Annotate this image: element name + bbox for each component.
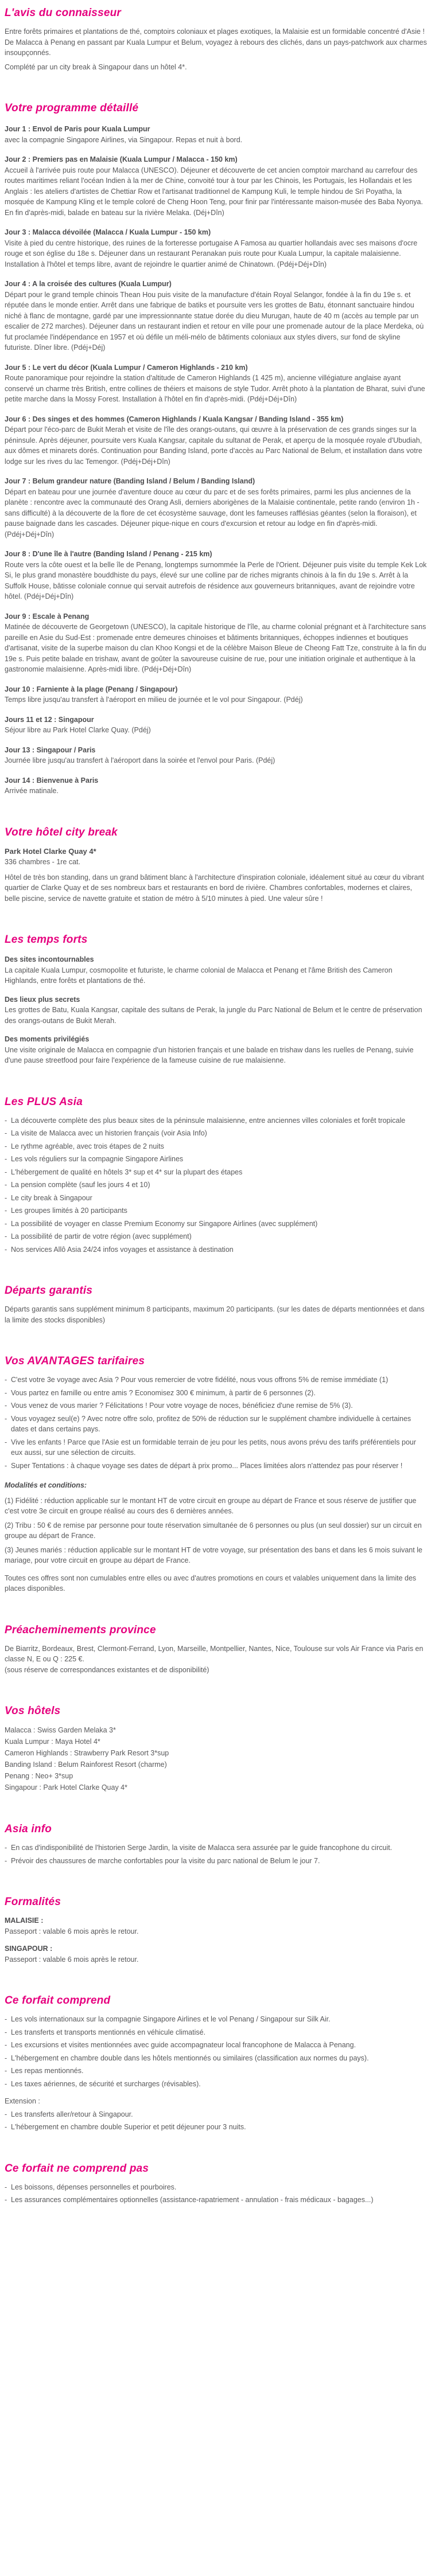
day-label: Jour 8 : D'une île à l'autre (Banding Island / Penang - 215 km) — [5, 550, 212, 558]
forfait-comprend-item: - Les excursions et visites mentionnées avec guide accompagnateur local francophone de Malacca à Penang. — [5, 2040, 428, 2051]
day-entry — [5, 414, 428, 467]
forfait-ne-comprend-pas-list — [5, 2182, 428, 2206]
day-label: Jour 4 : A la croisée des cultures (Kuala Lumpur) — [5, 280, 172, 288]
section-avis-connaisseur — [5, 7, 428, 72]
avantage-item: - Vous partez en famille ou entre amis ? Economisez 300 € minimum, à partir de 6 personnes (2). — [5, 1388, 428, 1399]
section-title-avantages: Vos AVANTAGES tarifaires — [5, 1355, 145, 1367]
formalite-requirement: Passeport : valable 6 mois après le retour. — [5, 1927, 139, 1935]
avantage-item: - Vive les enfants ! Parce que l'Asie est un formidable terrain de jeu pour les petits, nous avons prévu des tarifs préférentiels pour eux aussi, sur une sélection de circuits. — [5, 1437, 428, 1458]
formalites-entries — [5, 1915, 428, 1965]
temps-forts-blocks — [5, 954, 428, 1066]
day-label: Jour 5 : Le vert du décor (Kuala Lumpur / Cameron Highlands - 210 km) — [5, 363, 248, 372]
day-description: Route panoramique pour rejoindre la station d'altitude de Cameron Highlands (1 425 m), ancienne villégiature anglaise ayant conservé un charme très British, entre collines de théiers et maisons de style Tudor. Arrêt photo à la plantation de Bharat, suivi d'une petite marche dans la Mossy Forest. Installation à l'hôtel en fin d'après-midi. (Pdéj+Déj+Dîn) — [5, 374, 425, 403]
day-label: Jour 9 : Escale à Penang — [5, 612, 90, 620]
plus-asia-item: - Les groupes limités à 20 participants — [5, 1205, 428, 1216]
plus-asia-item: - La possibilité de partir de votre région (avec supplément) — [5, 1231, 428, 1242]
hotel-line: Kuala Lumpur : Maya Hotel 4* — [5, 1738, 100, 1746]
day-description: Départ en bateau pour une journée d'aventure douce au cœur du parc et de ses forêts primaires, parmi les plus anciennes de la planète : rencontre avec la communauté des Orang Asli, derniers aborigènes de la Malaisie continentale, petite rando (environ 1h - sans difficulté) à la découverte de la flore de cet écosystème sauvage, dont les fameuses rafflésias géantes (selon la floraison), et pause baignade dans les cascades. Déjeuner pique-nique en cours d'excursion et retour au lodge en fin d'après-midi. (Pdéj+Déj+Dîn) — [5, 487, 420, 538]
forfait-comprend-item: - Les vols internationaux sur la compagnie Singapore Airlines et le vol Penang / Singapour sur Silk Air. — [5, 2014, 428, 2025]
day-entry — [5, 227, 428, 270]
departs-garantis-text: Départs garantis sans supplément minimum 8 participants, maximum 20 participants. (sur les dates de départs mentionnées et dans la limite des stocks disponibles) — [5, 1305, 425, 1324]
extension-list — [5, 2109, 428, 2133]
day-description: Matinée de découverte de Georgetown (UNESCO), la capitale historique de l'île, au charme colonial prégnant et à l'architecture sans pareille en Asie du Sud-Est : promenade entre demeures chinoises et bâtiments britanniques, échoppes indiennes et boutiques d'artisanat, visite de la superbe maison du clan Khoo Kongsi et de la célèbre Maison Bleue de Cheong Fatt Tze, construite à la fin du 19e s. Puis petite balade en trishaw, avant de goûter la savoureuse cuisine de rue, pour une initiation originale et authentique à la gastronomie malaisienne. Après-midi libre. (Pdéj+Déj+Dîn) — [5, 623, 426, 673]
avantage-item: - Vous venez de vous marier ? Félicitations ! Pour votre voyage de noces, bénéficiez d'une remise de 5% (3). — [5, 1400, 428, 1411]
day-label: Jour 3 : Malacca dévoilée (Malacca / Kuala Lumpur - 150 km) — [5, 228, 211, 236]
day-label: Jour 7 : Belum grandeur nature (Banding Island / Belum / Banding Island) — [5, 477, 255, 485]
hotel-line: Cameron Highlands : Strawberry Park Resort 3*sup — [5, 1749, 169, 1757]
forfait-comprend-item: - Les taxes aériennes, de sécurité et surcharges (révisables). — [5, 2079, 428, 2090]
plus-asia-item: - Le city break à Singapour — [5, 1193, 428, 1204]
day-description: Arrivée matinale. — [5, 787, 59, 795]
hotel-subtitle: 336 chambres - 1re cat. — [5, 858, 81, 866]
day-label: Jour 14 : Bienvenue à Paris — [5, 776, 99, 784]
forfait-comprend-item: - L'hébergement en chambre double dans les hôtels mentionnés ou similaires (classification aux normes du pays). — [5, 2053, 428, 2064]
hotel-description: Hôtel de très bon standing, dans un grand bâtiment blanc à l'architecture d'inspiration coloniale, idéalement situé au cœur du vibrant quartier de Clarke Quay et de ses nombreux bars et restaurants en bord de rivière. Chambres confortables, modernes et claires, belle piscine, service de navette gratuite et station de métro à 5/10 minutes à pied. Une valeur sûre ! — [5, 873, 424, 903]
day-description: Journée libre jusqu'au transfert à l'aéroport dans la soirée et l'envol pour Paris. (Pdéj) — [5, 756, 275, 764]
section-title-programme: Votre programme détaillé — [5, 102, 139, 114]
day-entry — [5, 362, 428, 405]
formalite-country: SINGAPOUR : — [5, 1945, 53, 1953]
section-avantages-tarifaires — [5, 1355, 428, 1594]
day-description: Route vers la côte ouest et la belle île de Penang, longtemps surnommée la Perle de l'Orient. Déjeuner puis visite du temple Kek Lok Si, le plus grand monastère bouddhiste du pays, élevé sur une colline par de riches migrants chinois à la fin du 19e s. Arrêt à la Suffolk House, bâtisse coloniale connue qui servait autrefois de résidence aux gouverneurs britanniques, avant de rejoindre votre hôtel. (Pdéj+Déj+Dîn) — [5, 560, 427, 600]
section-title-asia-info: Asia info — [5, 1823, 52, 1835]
section-formalites — [5, 1896, 428, 1965]
avis-paragraph-2: Complété par un city break à Singapour dans un hôtel 4*. — [5, 63, 187, 71]
hotel-line: Penang : Neo+ 3*sup — [5, 1772, 73, 1780]
day-entry — [5, 715, 428, 736]
temps-forts-text: Une visite originale de Malacca en compagnie d'un historien français et une balade en trishaw dans les ruelles de Penang, suivie d'une pause streetfood pour faire l'expérience de la fameuse cuisine de rue malaisienne. — [5, 1045, 414, 1064]
section-hotel-city-break — [5, 826, 428, 904]
temps-forts-text: Les grottes de Batu, Kuala Kangsar, capitale des sultans de Perak, la jungle du Parc National de Belum et le centre de préservation des orangs-outans de Bukit Merah. — [5, 1006, 422, 1025]
section-title-avis: L'avis du connaisseur — [5, 7, 122, 19]
section-asia-info — [5, 1823, 428, 1866]
temps-forts-heading: Des lieux plus secrets — [5, 995, 80, 1004]
day-description: Visite à pied du centre historique, des ruines de la forteresse portugaise A Famosa au quartier hollandais avec ses maisons d'ocre rouge et son église du 18e s. Déjeuner dans un restaurant Peranakan puis route pour Kuala Lumpur, la capitale malaisienne. Installation à l'hôtel et temps libre, avant de rejoindre le quartier animé de Chinatown. (Pdéj+Déj+Dîn) — [5, 239, 418, 268]
day-description: Départ pour l'éco-parc de Bukit Merah et visite de l'île des orangs-outans, qui œuvre à la préservation de ces grands singes sur la péninsule. Après déjeuner, poursuite vers Kuala Kangsar, capitale du sultanat de Perak, et aperçu de la mosquée royale d'Ubudiah, aux dômes et minarets dorés. Continuation pour Banding Island, porte d'accès au Parc National de Belum, et installation dans votre lodge sur les rives du lac Temengor. (Pdéj+Déj+Dîn) — [5, 426, 422, 466]
forfait-ne-comprend-pas-item: - Les boissons, dépenses personnelles et pourboires. — [5, 2182, 428, 2193]
day-label: Jour 6 : Des singes et des hommes (Cameron Highlands / Kuala Kangsar / Banding Island - 355 km) — [5, 415, 344, 423]
temps-forts-text: La capitale Kuala Lumpur, cosmopolite et futuriste, le charme colonial de Malacca et Penang et l'âme British des Cameron Highlands, entre forêts et plantations de thé. — [5, 966, 393, 985]
forfait-comprend-item: - Les repas mentionnés. — [5, 2066, 428, 2077]
temps-forts-block — [5, 994, 428, 1027]
plus-asia-item: - La possibilité de voyager en classe Premium Economy sur Singapore Airlines (avec supplément) — [5, 1219, 428, 1230]
plus-asia-item: - L'hébergement de qualité en hôtels 3* sup et 4* sur la plupart des étapes — [5, 1167, 428, 1178]
plus-asia-list — [5, 1115, 428, 1255]
plus-asia-item: - Le rythme agréable, avec trois étapes de 2 nuits — [5, 1141, 428, 1152]
section-preacheminements — [5, 1624, 428, 1676]
section-title-formalites: Formalités — [5, 1896, 61, 1908]
asia-info-item: - En cas d'indisponibilité de l'historien Serge Jardin, la visite de Malacca sera assurée par le guide francophone du circuit. — [5, 1843, 428, 1853]
forfait-comprend-list — [5, 2014, 428, 2089]
avantage-item: - Vous voyagez seul(e) ? Avec notre offre solo, profitez de 50% de réduction sur le supplément chambre individuelle à certaines dates et dans certains pays. — [5, 1414, 428, 1435]
modalite-item: (3) Jeunes mariés : réduction applicable sur le montant HT de votre voyage, sur présentation des bans et dans les 6 mois suivant le mariage, pour votre circuit en groupe au départ de France. — [5, 1545, 422, 1564]
day-label: Jours 11 et 12 : Singapour — [5, 715, 94, 724]
plus-asia-item: - Les vols réguliers sur la compagnie Singapore Airlines — [5, 1154, 428, 1165]
hotel-line: Malacca : Swiss Garden Melaka 3* — [5, 1726, 116, 1734]
extension-item: - L'hébergement en chambre double Superior et petit déjeuner pour 3 nuits. — [5, 2122, 428, 2133]
plus-asia-item: - La visite de Malacca avec un historien français (voir Asia Info) — [5, 1128, 428, 1139]
preacheminements-note: (sous réserve de correspondances existantes et de disponibilité) — [5, 1665, 209, 1674]
section-title-forfait-comprend: Ce forfait comprend — [5, 1995, 111, 2007]
day-description: Accueil à l'arrivée puis route pour Malacca (UNESCO). Déjeuner et découverte de cet ancien comptoir marchand au carrefour des routes maritimes reliant l'océan Indien à la mer de Chine, convoité tour à tour par les Chinois, les Portugais, les Hollandais et les Anglais : les ateliers d'artistes de Chettiar Row et l'artisanat traditionnel de Kampung Kuli, le temple hindou de Sri Poyatha, la mosquée de Kampung Kling et le temple coloré de Cheng Hoon Teng, pour finir par l'intéressante maison-musée des Baba Nyonya. En fin d'après-midi, balade en bateau sur la rivière Melaka. (Déj+Dîn) — [5, 166, 423, 217]
temps-forts-heading: Des sites incontournables — [5, 955, 94, 963]
section-title-vos-hotels: Vos hôtels — [5, 1705, 61, 1717]
day-entry — [5, 279, 428, 353]
avantages-list — [5, 1375, 428, 1471]
hotel-line: Banding Island : Belum Rainforest Resort (charme) — [5, 1761, 167, 1769]
modalite-item: (1) Fidélité : réduction applicable sur le montant HT de votre circuit en groupe au départ de France et sous réserve de justifier que c'est votre 3e circuit en groupe réalisé au cours des 6 dernières années. — [5, 1496, 417, 1515]
day-description: Temps libre jusqu'au transfert à l'aéroport en milieu de journée et le vol pour Singapour. (Pdéj) — [5, 696, 303, 704]
day-description: Séjour libre au Park Hotel Clarke Quay. (Pdéj) — [5, 726, 151, 734]
extension-item: - Les transferts aller/retour à Singapour. — [5, 2109, 428, 2120]
hotel-line: Singapour : Park Hotel Clarke Quay 4* — [5, 1783, 127, 1792]
day-entry — [5, 745, 428, 766]
avis-paragraph: Entre forêts primaires et plantations de thé, comptoirs coloniaux et plages exotiques, la Malaisie est un formidable concentré d'Asie ! De Malacca à Penang en passant par Kuala Lumpur et Belum, voyagez à rebours des clichés, dans un pays-patchwork aux charmes insoupçonnés. — [5, 28, 427, 57]
modalites-title: Modalités et conditions: — [5, 1481, 87, 1489]
section-departs-garantis — [5, 1285, 428, 1325]
day-entry — [5, 124, 428, 145]
modalite-item: (2) Tribu : 50 € de remise par personne pour toute réservation simultanée de 6 personnes ou plus (un seul dossier) sur un circuit en groupe au départ de France. — [5, 1521, 422, 1540]
temps-forts-block — [5, 1034, 428, 1066]
section-title-temps-forts: Les temps forts — [5, 934, 88, 946]
hotels-list — [5, 1724, 428, 1793]
avantage-item: - C'est votre 3e voyage avec Asia ? Pour vous remercier de votre fidélité, nous vous offrons 5% de remise immédiate (1) — [5, 1375, 428, 1385]
day-entry — [5, 684, 428, 705]
section-title-departs-garantis: Départs garantis — [5, 1285, 93, 1297]
section-forfait-comprend — [5, 1995, 428, 2133]
section-temps-forts — [5, 934, 428, 1066]
day-entry — [5, 476, 428, 540]
formalite-requirement: Passeport : valable 6 mois après le retour. — [5, 1955, 139, 1964]
asia-info-item: - Prévoir des chaussures de marche confortables pour la visite du parc national de Belum le jour 7. — [5, 1856, 428, 1867]
day-description: avec la compagnie Singapore Airlines, via Singapour. Repas et nuit à bord. — [5, 135, 243, 144]
day-entry — [5, 775, 428, 797]
asia-info-list — [5, 1843, 428, 1866]
modalites-list — [5, 1496, 428, 1566]
temps-forts-heading: Des moments privilégiés — [5, 1035, 90, 1043]
extension-label: Extension : — [5, 2097, 40, 2105]
day-entry — [5, 549, 428, 602]
plus-asia-item: - Nos services Allô Asia 24/24 infos voyages et assistance à destination — [5, 1244, 428, 1255]
day-entry — [5, 611, 428, 675]
day-label: Jour 1 : Envol de Paris pour Kuala Lumpur — [5, 125, 150, 133]
section-title-preacheminements: Préacheminements province — [5, 1623, 156, 1636]
section-programme-detaille — [5, 102, 428, 797]
formalite-entry — [5, 1943, 428, 1965]
hotel-name: Park Hotel Clarke Quay 4* — [5, 846, 96, 856]
temps-forts-block — [5, 954, 428, 986]
section-title-forfait-ne-comprend-pas: Ce forfait ne comprend pas — [5, 2162, 149, 2175]
day-entry — [5, 154, 428, 218]
plus-asia-item: - La découverte complète des plus beaux sites de la péninsule malaisienne, entre anciennes villes coloniales et forêt tropicale — [5, 1115, 428, 1126]
section-plus-asia — [5, 1096, 428, 1255]
section-vos-hotels — [5, 1705, 428, 1793]
forfait-comprend-item: - Les transferts et transports mentionnés en véhicule climatisé. — [5, 2027, 428, 2038]
avantage-item: - Super Tentations : à chaque voyage ses dates de départ à prix promo... Places limitées alors n'attendez pas pour réserver ! — [5, 1461, 428, 1472]
programme-days-list — [5, 124, 428, 797]
avantages-footer-note: Toutes ces offres sont non cumulables entre elles ou avec d'autres promotions en cours et valables uniquement dans la limite des places disponibles. — [5, 1574, 417, 1593]
day-label: Jour 2 : Premiers pas en Malaisie (Kuala Lumpur / Malacca - 150 km) — [5, 155, 238, 163]
section-title-plus-asia: Les PLUS Asia — [5, 1095, 83, 1108]
formalite-country: MALAISIE : — [5, 1917, 44, 1925]
section-forfait-ne-comprend-pas — [5, 2163, 428, 2206]
plus-asia-item: - La pension complète (sauf les jours 4 et 10) — [5, 1180, 428, 1191]
day-description: Départ pour le grand temple chinois Thean Hou puis visite de la manufacture d'étain Royal Selangor, fondée à la fin du 19e s. et réputée dans le monde entier. Arrêt dans une fabrique de batiks et poursuite vers les grottes de Batu, étonnant sanctuaire hindou niché à flanc de montagne, gardé par une impressionnante statue dorée du dieu Murugan, haute de 40 m (accès au temple par un escalier de 272 marches). Déjeuner dans un restaurant indien et retour en ville pour une promenade autour de la place Merdeka, où fut proclamée l'indépendance en 1957 et où défile un méli-mélo de bâtiments coloniaux aux styles divers, sur fond de skyline futuriste. Dîner libre. (Pdéj+Déj) — [5, 290, 424, 352]
section-title-hotel-city-break: Votre hôtel city break — [5, 826, 118, 838]
day-label: Jour 10 : Farniente à la plage (Penang / Singapour) — [5, 685, 178, 693]
forfait-ne-comprend-pas-item: - Les assurances complémentaires optionnelles (assistance-rapatriement - annulation - frais médicaux - bagages...) — [5, 2195, 428, 2206]
preacheminements-text: De Biarritz, Bordeaux, Brest, Clermont-Ferrand, Lyon, Marseille, Montpellier, Nantes, Nice, Toulouse sur vols Air France via Paris en classe N, E ou Q : 225 €. — [5, 1644, 424, 1663]
formalite-entry — [5, 1915, 428, 1937]
day-label: Jour 13 : Singapour / Paris — [5, 746, 96, 754]
